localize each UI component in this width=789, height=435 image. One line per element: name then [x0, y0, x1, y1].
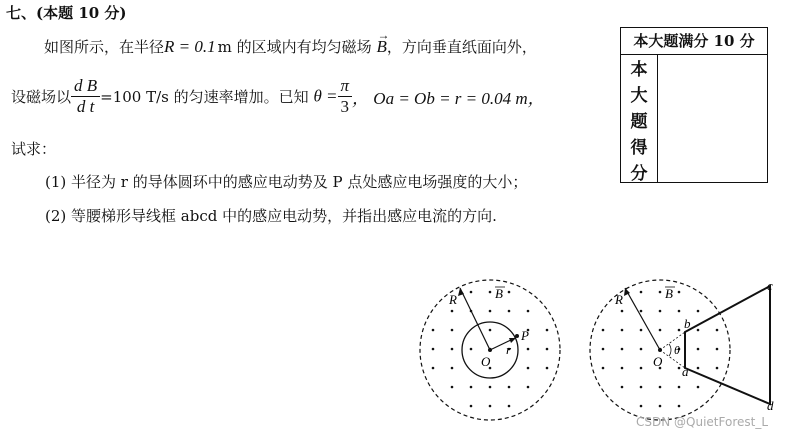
field-dot	[508, 310, 511, 313]
rate-text: =100 T/s 的匀速率增加。已知	[100, 88, 309, 106]
field-dot	[678, 367, 681, 370]
field-dot	[451, 386, 454, 389]
field-dot	[716, 329, 719, 332]
field-dot	[678, 291, 681, 294]
field-dot	[678, 405, 681, 408]
field-dot	[697, 329, 700, 332]
field-dot	[659, 291, 662, 294]
field-dot	[678, 386, 681, 389]
field-dot	[640, 367, 643, 370]
field-dot	[659, 329, 662, 332]
line1-suffix: ，方向垂直纸面向外，	[386, 38, 537, 56]
watermark: CSDN @QuietForest_L	[636, 415, 769, 429]
center-point	[658, 348, 662, 352]
question-heading: 七、(本题 10 分)	[6, 4, 127, 22]
field-dot	[470, 405, 473, 408]
field-dot	[640, 329, 643, 332]
field-dot	[470, 291, 473, 294]
field-dot	[451, 329, 454, 332]
problem-line-3: 试求：	[11, 140, 57, 158]
question-1: (1) 半径为 r 的导体圆环中的感应电动势及 P 点处感应电场强度的大小；	[45, 173, 528, 191]
score-label-char: 大	[630, 86, 648, 106]
label-R: R	[615, 292, 623, 307]
radius-R-line	[625, 288, 660, 350]
field-dot	[470, 386, 473, 389]
field-dot	[697, 367, 700, 370]
score-label-column	[621, 55, 658, 182]
field-dot	[489, 405, 492, 408]
field-dot	[489, 386, 492, 389]
field-dot	[602, 329, 605, 332]
line1-middle: 的区域内有均匀磁场	[236, 38, 372, 56]
field-dot	[546, 367, 549, 370]
score-label-char: 分	[630, 164, 648, 184]
problem-line-2	[11, 76, 545, 117]
field-dot	[640, 310, 643, 313]
field-dot	[640, 386, 643, 389]
field-dot	[621, 367, 624, 370]
theta-fraction: $\frac{\pi}{3}$	[338, 76, 353, 117]
field-dot	[508, 291, 511, 294]
field-dot	[621, 329, 624, 332]
field-dot	[527, 367, 530, 370]
radius-R-line	[460, 288, 490, 350]
radius-unit: m	[217, 38, 232, 56]
oa-ob-expr: ， Oa = Ob = r = 0.04 m，	[352, 89, 545, 108]
label-B: B	[665, 286, 673, 301]
field-dot	[489, 329, 492, 332]
field-dot	[640, 348, 643, 351]
field-dot	[697, 386, 700, 389]
field-dot	[508, 386, 511, 389]
field-dot	[640, 291, 643, 294]
figure-trapezoid-frame	[585, 270, 785, 435]
field-dot	[489, 310, 492, 313]
field-dot	[621, 348, 624, 351]
radius-expr: R = 0.1	[164, 37, 216, 56]
label-b: b	[684, 316, 691, 331]
field-dot	[602, 367, 605, 370]
field-dot	[527, 386, 530, 389]
label-c: c	[767, 278, 773, 293]
label-B: B	[495, 286, 503, 301]
score-label-char: 本	[630, 60, 648, 80]
field-dot	[640, 405, 643, 408]
field-dot	[508, 405, 511, 408]
field-dot	[716, 348, 719, 351]
field-dot	[527, 348, 530, 351]
theta-expr: θ =	[313, 86, 338, 106]
field-dot	[602, 348, 605, 351]
field-dot	[451, 348, 454, 351]
label-theta: θ	[674, 343, 680, 357]
field-dot	[659, 405, 662, 408]
field-dot	[678, 310, 681, 313]
field-dot	[546, 348, 549, 351]
label-a: a	[682, 364, 689, 379]
label-r: r	[506, 342, 512, 357]
field-dot	[470, 348, 473, 351]
label-P: P	[521, 328, 529, 343]
label-O: O	[481, 354, 491, 369]
problem-line-1	[44, 28, 537, 57]
field-dot	[697, 348, 700, 351]
db-dt-fraction: $\frac{\text{d B}}{\text{d t}}$	[71, 76, 100, 117]
score-label-char: 题	[630, 112, 648, 132]
score-box	[620, 27, 768, 183]
label-d: d	[767, 398, 774, 413]
field-dot	[432, 348, 435, 351]
field-dot	[621, 386, 624, 389]
field-dot	[621, 310, 624, 313]
line2-prefix: 设磁场以	[11, 88, 72, 106]
field-dot	[659, 310, 662, 313]
field-dot	[432, 329, 435, 332]
center-point	[488, 348, 492, 352]
label-R: R	[449, 292, 457, 307]
field-dot	[451, 310, 454, 313]
field-dot	[697, 310, 700, 313]
point-p	[515, 334, 519, 338]
field-dot	[659, 386, 662, 389]
field-dot	[527, 310, 530, 313]
field-dot	[716, 367, 719, 370]
line1-prefix: 如图所示，在半径	[44, 38, 165, 56]
question-2: (2) 等腰梯形导线框 abcd 中的感应电动势，并指出感应电流的方向.	[45, 207, 497, 225]
vector-b: → B	[376, 28, 390, 56]
field-dot	[489, 291, 492, 294]
figure-circular-ring	[415, 270, 565, 435]
score-box-header: 本大题满分 10 分	[621, 28, 767, 55]
field-dot	[546, 329, 549, 332]
field-dot	[451, 367, 454, 370]
score-label-char: 得	[630, 138, 648, 158]
field-dot	[678, 329, 681, 332]
field-dot	[432, 367, 435, 370]
label-O: O	[653, 354, 663, 369]
